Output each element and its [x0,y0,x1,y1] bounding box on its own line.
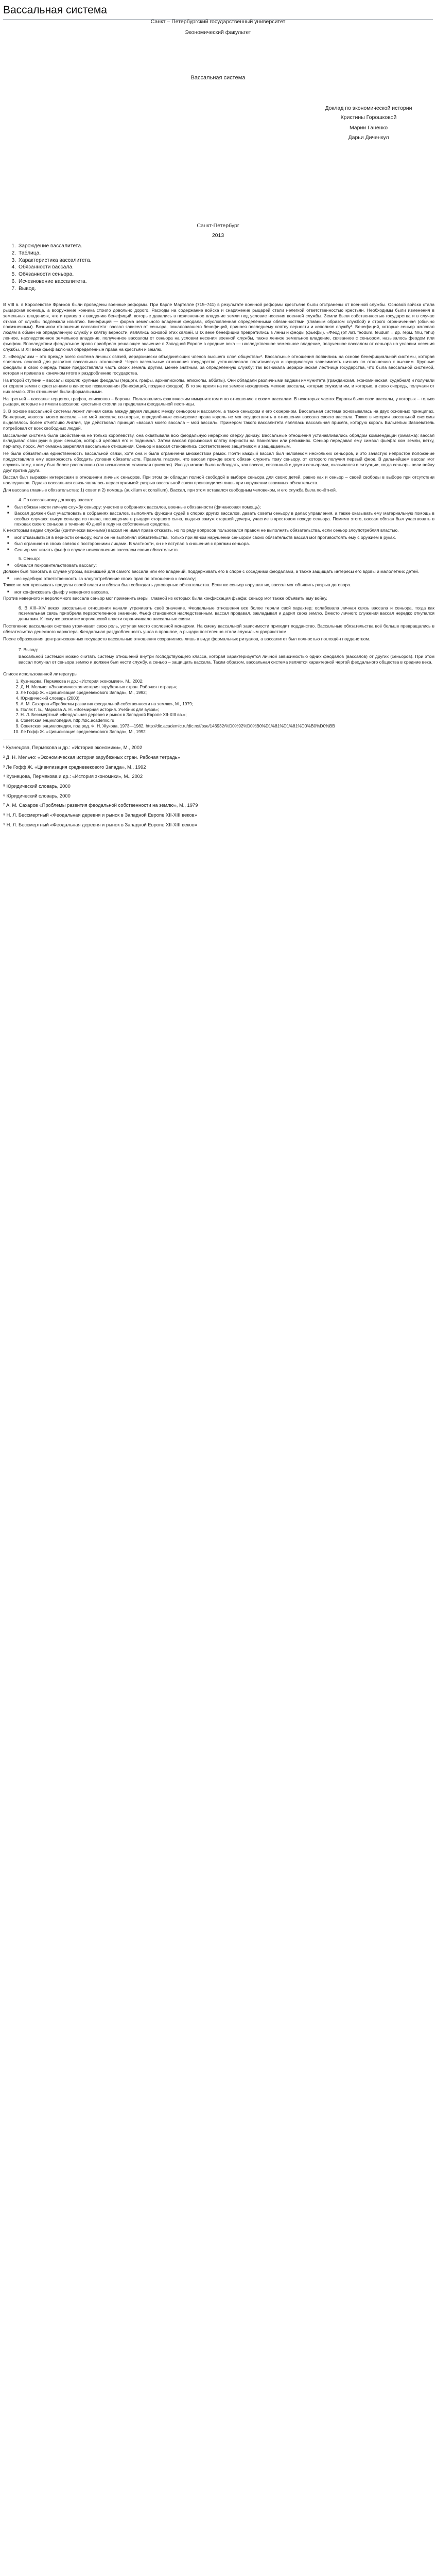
list-item: ■ мог конфисковать фьеф у неверного вассала. [14,589,434,595]
bibliography-item: 9. Советская энциклопедия, под ред. Ф. Н. Жукова, 1973—1982, http://dic.academic.ru/dic.nsf/bse/146932/%D0%92%D0%B0%D1%81%D1%81%D0%B0%D0%BB [21,723,434,729]
paragraph: После образования централизованных государств вассальные отношения сохранились лишь в виде формальных ритуалов, а вассалитет был полностью поглощён подданством. [3,636,371,641]
footnote: ⁷ А. М. Сахаров «Проблемы развития феодальной собственности на землю», М., 1979 [3,802,198,808]
author-1: Кристины Горошковой [340,114,397,121]
doc-type: Доклад по экономической истории [325,105,412,111]
table-of-contents [3,243,434,293]
bibliography-item: 7. Н. Л. Бессмертный «Феодальная деревня и рынок в Западной Европе XII-XIII вв.»; [21,712,434,718]
work-title: Вассальная система [190,75,246,81]
list-item: ■ мог отказываться в верности сеньору, если он не выполнял обязательства. Только при явном нарушении сеньором своих обязательств вассал мог противостоять ему с оружием в руках. [14,535,434,540]
main-text [3,302,434,831]
toc-item: 5. Обязанности сеньора. [18,271,434,278]
bibliography-item: 8. Советская энциклопедия, http://dic.academic.ru [21,718,434,723]
bibliography-item: 4. Юридический словарь (2000) [21,696,434,701]
paragraph: Вассальная система была свойственна не только королевству, она охватывала всю феодальную иерархию сверху донизу. Вассальные отношения устанавливались обрядом коммендации (оммажа): вассал вкладывал свои руки в руки сеньора, который целовал его и поднимал. Затем вассал произносил клятву верности на Евангелии или реликвиях. Сеньор передавал ему символ фьефа: ком земли, ветку, перчатку, посох. Акт оммажа закреплял вассальные отношения. Сеньор и вассал становились соответственно защитником и защищаемым. [3,432,434,449]
toc-item: 7. Вывод. [18,285,434,293]
list-item: ■ нес судебную ответственность за злоупотребление своих прав по отношению к вассалу; [14,576,434,582]
list-item: ■ был обязан нести личную службу сеньору: участие в собраниях вассалов, военные обязанности (финансовая помощь); [14,504,434,510]
toc-item: 2. Таблица. [18,250,434,257]
section-heading: 4. По вассальному договору вассал: [19,497,93,502]
paragraph: Не была обязательна единственность вассальной связи, хотя она и была ограничена множеством рамок. Почти каждый вассал был человеком нескольких сеньоров, и это зачастую непростое положение предоставляло ему возможность обходить условия обязательств. Правила гласили, что вассал прежде всего обязан служить тому сеньору, от которого получил первый феод. В дальнейшем вассал мог служить тому, к кому был более расположен (так называемая «лижская присяга»). Иногда можно было наблюдать, как вассал, связанный с двумя сеньорами, оказывался в ситуации, когда сеньоры вели войну друг против друга. [3,451,434,473]
footnote: ⁸ Н. Л. Бессмертный «Феодальная деревня и рынок в Западной Европе XII-XIII веков» [3,811,197,818]
toc-item: 4. Обязанности вассала. [18,264,434,271]
footnote: ³ Ле Гофф Ж. «Цивилизация средневекового Запада», М., 1992 [3,764,146,770]
footnote: ⁴ Кузнецова, Пермякова и др.: «История экономики», М., 2002 [3,773,143,779]
footnote: ¹ Кузнецова, Пермякова и др.: «История экономики», М., 2002 [3,744,143,751]
list-item: ■ обязался покровительствовать вассалу; [14,563,434,568]
bibliography-item: 10. Ле Гофф Ж. «Цивилизация средневекового Запада», М., 1992 [21,729,434,735]
paragraph: 6. В XIII–XIV веках вассальные отношения начали утрачивать своё значение. Феодальные отношения все более теряли свой характер; ослабевала личная связь вассала и сеньора, тогда как поземельная связь приобрела первостепенное значение. Фьеф становился наследственным, вассал продавал, закладывал и дарил свою землю. Вместо личного служения вассал нередко откупался деньгами. К тому же развитие королевской власти ограничивало вассальные связи. [19,605,434,622]
paragraph: Постепенно вассальная система утрачивает свою роль, уступая место сословной монархии. На смену вассальной зависимости приходит подданство. Вассальные обязательства всё больше превращались в обязательства денежного характера. Феодальная раздробленность ушла в прошлое, а рыцари постепенно стали служилым дворянством. [3,623,434,634]
paragraph: В VIII в. в Королевстве Франков были проведены военные реформы. При Карле Мартелле (715–741) в результате военной реформы крестьяне были отстранены от военной службы. Основой войска стала рыцарская конница, а вооружение конника стоило довольно дорого. Расходы на содержание войска и снаряжение рыцарей стали нелегкой ответственностью крестьян. Необходимы были изменения в земельных владениях, что и привело к введению бенефиций, которые давались в пожизненное владение земли под условие несения военной службы. Земли были собственностью государства и в случае отказа от службы подлежали изъятию. Бенефиций — форма земельного владения феодала, обусловленная определёнными обязанностями (главным образом службой) и строго ограниченная (обычно пожизненным). Возникли отношения вассалитета: вассал зависел от сеньора, пожаловавшего бенефиций, принося последнему клятву верности и исполняя службу¹. Бенефиций, которые сеньор жаловал людям в обмен на определённую службу и клятву верности, являлись основой этих связей. В IX веке бенефиции превратились в лены и феоды (фьефы). «Феод (от лат. feodum, feudum = др. герм. fihu, fehu) ленное, наследственное земельное владение, полученное вассалом от сеньора на условии несения военной службы, также ленное земельное владение, связанное с сеньором, называлось феодом или фьефом. Впоследствии феодальное право приобрело решающее значение в Западной Европе в средние века — наследственное земельное владение, полученное вассалом от сеньора на условии несения службы. В XII веке фьеф включал определённые права на крестьян и землю. [3,302,434,352]
paragraph: Против неверного и вероломного вассала сеньор мог применить меры, главной из которых была конфискация фьефа; сеньор мог также объявить ему войну. [3,595,327,601]
document-page [0,3,436,2576]
paragraph: Также не мог превышать пределы своей власти и обязан был соблюдать договорные обязательства. Если же сеньор нарушал их, вассал мог объявить разрыв договора. [3,582,352,587]
footnote: ⁵ Юридический словарь, 2000 [3,783,71,789]
bibliography-list [3,679,434,735]
section-heading: 5. Сеньор: [19,555,40,561]
footnote: ⁹ Н. Л. Бессмертный «Феодальная деревня и рынок в Западной Европе XII-XIII веков» [3,821,197,827]
footnote: ² Д. Н. Мельчо: «Экономическая история зарубежных стран. Рабочая тетрадь» [3,754,180,760]
bibliography-item: 3. Ле Гофф Ж. «Цивилизация средневекового Запада», М., 1992; [21,690,434,696]
footnote: ⁶ Юридический словарь, 2000 [3,792,71,799]
paragraph: 2. «Феодализм – это прежде всего система личных связей, иерархически объединяющих членов высшего слоя общества»². Вассальные отношения появились на основе бенефициальной системы, которая являлась основой для развития вассальных отношений. Через вассальные отношения государство устанавливало политическую и юридическую зависимость низших по отношению к высшим. Крупные феодалы в свою очередь также предоставляли часть своих земель другим, менее знатным, за определённую службу: так возникала иерархическая лестница государства, что была вассальной системой, которая и привела в конечном итоге к раздроблению государства. [3,353,434,376]
paragraph: Вассальной системой можно считать систему отношений внутри господствующего класса, которая характеризуется личной зависимостью одних феодалов (вассалов) от других (сеньоров). При этом вассал получал от сеньора землю и должен был нести службу, а сеньор – защищать вассала. Таким образом, вассальная система является характерной чертой феодального общества в средние века. [19,654,434,665]
faculty-name: Экономический факультет [185,29,251,36]
list-item: ■ Вассал должен был участвовать в собраниях вассалов, выполнять функции судей в спорах других вассалов, давать советы сеньору в делах управления, а также оказывать ему материальную помощь в особых случаях: выкуп сеньора из плена, посвящение в рыцари старшего сына, выдача замуж старшей дочери, участие в крестовом походе сеньора. Помимо этого, вассал обязан был участвовать в походах своего сеньора в течение 40 дней в году на собственные средства. [14,511,434,528]
list-item: ■ Сеньор мог изъять фьеф в случае неисполнения вассалом своих обязательств. [14,547,434,553]
footnotes [3,744,434,828]
paragraph: На второй ступени – вассалы короля: крупные феодалы (герцоги, графы, архиепископы, епископы, аббаты). Они обладали различными видами иммунитета (гражданская, экономическая, судебная) и получали от короля земли с крестьянами в качестве пожалования (бенефиций, позднее феодов). В то же время на их землях находились мелкие вассалы, которые служили им, и которые, в свою очередь, получали от них землю. Эти отношения были формальными. [3,377,434,394]
list-item: ■ был ограничен в своих связях с посторонними лицами. В частности, он не вступал в сношения с врагами сеньора. [14,541,434,547]
page-title: Вассальная система [3,3,433,20]
paragraph: Должен был помогать в случае угрозы, возникшей для самого вассала или его владений, поддерживать его в споре с соседними феодалами, а также защищать интересы его вдовы и малолетних детей. [3,569,420,574]
paragraph: К некоторым видам службы (критически важными) вассал не имел права отказать, но по ряду вопросов пользовался правом не выполнять обязательства, если сеньор злоупотреблял властью. [3,528,399,533]
bibliography-item: 6. Поляк Г. Б., Маркова А. Н. «Всемирная история. Учебник для вузов»; [21,707,434,713]
paragraph: Для вассала главные обязательства: 1) совет и 2) помощь (auxilium et consilium). Вассал, при этом оставался свободным человеком, и его служба была почётной. [3,487,337,493]
bibliography-item: 5. А. М. Сахаров «Проблемы развития феодальной собственности на землю», М., 1979; [21,701,434,707]
author-3: Дарьи Диченкул [348,134,389,141]
paragraph: 3. В основе вассальной системы лежит личная связь между двумя лицами: между сеньором и вассалом, а также сеньором и его сюзереном. Вассальная система основывалась на двух основных принципах. Во-первых, «вассал моего вассала – не мой вассал»; во-вторых, определённые сеньорские права король не мог осуществлять в отношении вассала своего вассала. Также в истории вассальной системы выделялось более отчётливо Англия, где действовал принцип «вассал моего вассала – мой вассал». Примером такого вассалитета являлась вассальная присяга, которую король Вильгельм Завоеватель потребовал от всех свободных людей. [3,409,434,431]
section-heading: 7. Вывод: [19,647,38,652]
paragraph: Вассал был выражен интересами в отношении личных сеньоров. При этом он обладал полной свободой в выборе сеньора для своих детей, равно как и сеньор – своей свободы в выборе при отсутствии наследников. Однако вассальная связь являлась нерасторжимой: разрыв вассальной связи производился лишь при нарушении взаимных обязательств. [3,474,434,486]
paragraph: На третьей – вассалы: герцогов, графов, епископов – бароны. Пользовались фактическим иммунитетом и по отношению к своим вассалам. В некоторых частях Европы были свои вассалы, у которых – только рыцари, которые не имели вассалов: крестьяне стояли за пределами феодальной лестницы. [3,396,434,407]
city: Санкт-Петербург [197,223,239,229]
toc-item: 6. Исчезновение вассалитета. [18,278,434,285]
year: 2013 [212,232,224,239]
bibliography-heading: Список использованной литературы: [3,671,79,677]
bibliography-item: 2. Д. Н. Мельчо: «Экономическая история зарубежных стран. Рабочая тетрадь»; [21,684,434,690]
toc-item: 3. Характеристика вассалитета. [18,257,434,264]
bibliography-item: 1. Кузнецова, Пермякова и др.: «История экономики», М., 2002; [21,679,434,684]
toc-item: 1. Зарождение вассалитета. [18,243,434,250]
university-name: Санкт – Петербургский государственный университет [150,19,286,25]
author-2: Марии Ганенко [349,125,388,131]
